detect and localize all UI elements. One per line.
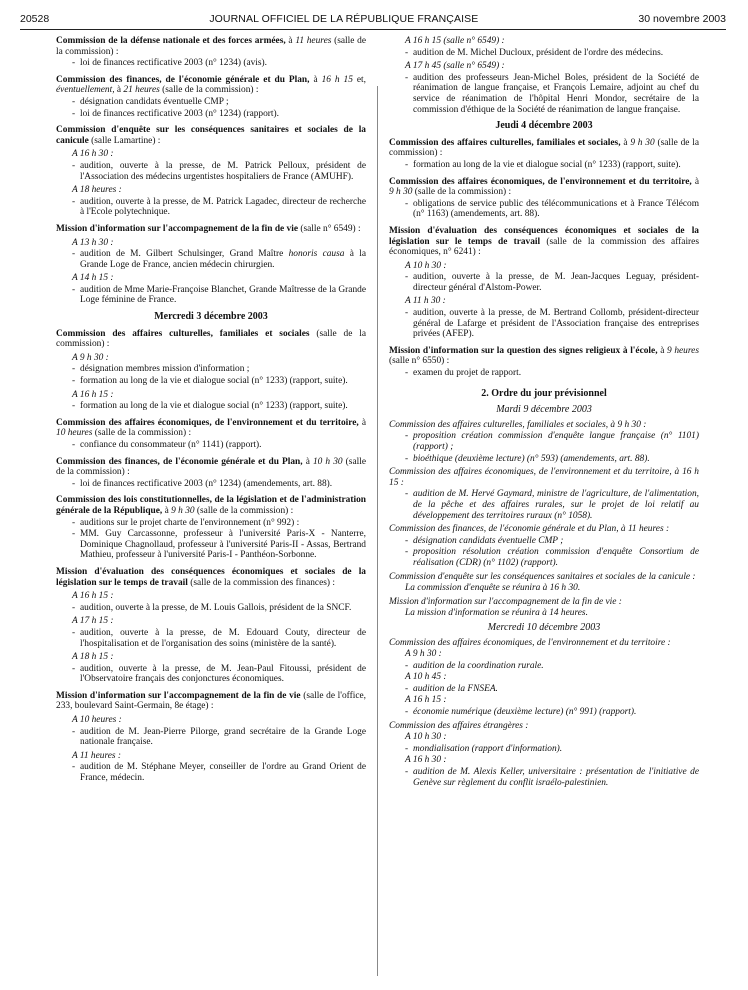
agenda-item: - examen du projet de rapport. — [405, 368, 522, 379]
agenda-item: - audition de M. Jean-Pierre Pilorge, grand secrétaire de la Grande Loge nationale française. — [72, 726, 366, 748]
time-slot: A 10 h 30 : — [405, 260, 447, 271]
agenda-item: - MM. Guy Carcassonne, professeur à l'université Paris-X - Nanterre, Dominique Chagnollaud, professeur à l'université Paris-II - Assas, Bertrand Mathieu, professeur à l'université Paris-I - Panthéon-Sorbonne. — [72, 529, 366, 561]
time-slot: A 14 h 15 : — [72, 273, 114, 284]
day-heading: Mercredi 10 décembre 2003 — [487, 621, 601, 633]
entry-heading: Commission des finances, de l'économie générale et du Plan, à 16 h 15 et, éventuellement, à 21 heures (salle de la commission) : — [56, 74, 366, 96]
agenda-item: - audition de M. Alexis Keller, universitaire : présentation de l'initiative de Genève sur règlement du conflit israélo-palestinien. — [405, 767, 699, 788]
time-slot: A 16 h 15 (salle n° 6549) : — [405, 36, 505, 46]
entry-heading: Commission des affaires culturelles, familiales et sociales (salle de la commission) : — [56, 328, 366, 350]
agenda-item: - audition de la FNSEA. — [405, 683, 498, 694]
agenda-item: - audition, ouverte à la presse, de M. Jean-Paul Fitoussi, président de l'Observatoire français des conjonctures économiques. — [72, 663, 366, 685]
time-slot: A 11 heures : — [72, 750, 122, 761]
time-slot: A 16 h 15 : — [72, 389, 114, 400]
agenda-item: - loi de finances rectificative 2003 (n° 1234) (amendements, art. 88). — [72, 478, 333, 489]
time-slot: A 16 h 30 : — [72, 149, 114, 160]
right-column — [389, 36, 699, 789]
agenda-item: - audition de la coordination rurale. — [405, 660, 544, 671]
agenda-item: - audition, ouverte à la presse, de M. Edouard Couty, directeur de l'hospitalisation et de l'organisation des soins (ministère de la santé). — [72, 627, 366, 649]
journal-title: JOURNAL OFFICIEL DE LA RÉPUBLIQUE FRANÇAISE — [209, 13, 479, 25]
agenda-item: - désignation membres mission d'information ; — [72, 364, 250, 375]
agenda-item: - audition, ouverte à la presse, de M. Patrick Pelloux, président de l'Association des médecins urgentistes hospitaliers de France (AMUHF). — [72, 160, 366, 182]
entry-heading: Commission des affaires économiques, de l'environnement et du territoire, à 10 heures (salle de la commission) : — [56, 417, 366, 439]
issue-date: 30 novembre 2003 — [638, 13, 726, 25]
time-slot: A 9 h 30 : — [72, 352, 109, 363]
agenda-item: - audition de M. Gilbert Schulsinger, Grand Maître honoris causa à la Grande Loge de France, ancien médecin chirurgien. — [72, 249, 366, 270]
agenda-item: - auditions sur le projet charte de l'environnement (n° 992) : — [72, 517, 300, 528]
entry-heading: Commission des finances, de l'économie générale et du Plan, à 10 h 30 (salle de la commission) : — [56, 456, 366, 478]
agenda-item: - loi de finances rectificative 2003 (n° 1234) (avis). — [72, 58, 268, 69]
entry-heading: Mission d'information sur l'accompagnement de la fin de vie (salle n° 6549) : — [56, 223, 361, 234]
entry-heading: Mission d'information sur l'accompagnement de la fin de vie (salle de l'office, 233, boulevard Saint-Germain, 8e étage) : — [56, 690, 367, 712]
day-heading: Mardi 9 décembre 2003 — [496, 404, 592, 416]
agenda-item: - proposition création commission d'enquête langue française (n° 1101) (rapport) ; — [405, 431, 699, 452]
entry-heading: Commission des affaires économiques, de l'environnement et du territoire, à 16 h 15 : — [389, 467, 699, 488]
agenda-item: - audition de M. Stéphane Meyer, conseiller de l'ordre au Grand Orient de France, médecin. — [72, 762, 366, 784]
agenda-item: - formation au long de la vie et dialogue social (n° 1233) (rapport, suite). — [72, 401, 348, 412]
entry-heading: Mission d'évaluation des conséquences économiques et sociales de la législation sur le temps de travail (salle de la commission des finances) : — [56, 566, 366, 588]
entry-heading: Commission de la défense nationale et des forces armées, à 11 heures (salle de la commission) : — [56, 36, 366, 57]
agenda-item: - mondialisation (rapport d'information). — [405, 743, 563, 754]
entry-heading: Commission des finances, de l'économie générale et du Plan, à 11 heures : — [389, 524, 670, 535]
left-column — [56, 36, 366, 785]
time-slot: A 18 heures : — [72, 185, 122, 196]
entry-heading: Mission d'information sur l'accompagnement de la fin de vie : — [389, 596, 622, 607]
agenda-item: - proposition résolution création commission d'enquête Consortium de réalisation (CDR) (n° 1102) (rapport). — [405, 547, 699, 568]
time-slot: A 16 h 15 : — [72, 591, 114, 602]
entry-heading: Commission des affaires économiques, de l'environnement et du territoire, à 9 h 30 (salle de la commission) : — [389, 176, 699, 198]
day-heading: Mercredi 3 décembre 2003 — [154, 311, 268, 323]
page-number: 20528 — [20, 13, 50, 25]
time-slot: A 16 h 30 : — [405, 755, 447, 766]
entry-heading: Commission des affaires étrangères : — [389, 720, 529, 731]
time-slot: A 9 h 30 : — [405, 649, 442, 660]
agenda-item: - formation au long de la vie et dialogue social (n° 1233) (rapport, suite). — [72, 376, 348, 387]
entry-heading: Commission d'enquête sur les conséquences sanitaires et sociales de la canicule : — [389, 571, 696, 582]
agenda-item: - obligations de service public des télécommunications et à France Télécom (n° 1163) (amendements, art. 88). — [405, 198, 699, 220]
entry-heading: Commission des affaires économiques, de l'environnement et du territoire : — [389, 637, 671, 648]
agenda-item: - audition de M. Michel Ducloux, président de l'ordre des médecins. — [405, 47, 664, 58]
entry-heading: Commission des lois constitutionnelles, de la législation et de l'administration générale de la République, à 9 h 30 (salle de la commission) : — [56, 495, 366, 516]
time-slot: A 10 h 45 : — [405, 672, 447, 683]
agenda-item: - audition, ouverte à la presse, de M. Patrick Lagadec, directeur de recherche à l'Ecole polytechnique. — [72, 196, 366, 218]
agenda-item: - audition, ouverte à la presse, de M. Louis Gallois, président de la SNCF. — [72, 602, 352, 613]
entry-heading: Mission d'information sur la question des signes religieux à l'école, à 9 heures (salle n° 6550) : — [389, 345, 699, 367]
agenda-item: - audition de M. Hervé Gaymard, ministre de l'agriculture, de l'alimentation, de la pêche et des affaires rurales, sur le projet de loi relatif au développement des territoires ruraux (n° 1058). — [405, 489, 699, 521]
agenda-item: - désignation candidats éventuelle CMP ; — [405, 535, 564, 546]
agenda-item: - bioéthique (deuxième lecture) (n° 593) (amendements, art. 88). — [405, 453, 650, 464]
agenda-item: - audition de Mme Marie-Françoise Blanchet, Grande Maîtresse de la Grande Loge féminine de France. — [72, 284, 366, 306]
time-slot: A 16 h 15 : — [405, 695, 447, 706]
agenda-note: La mission d'information se réunira à 14 heures. — [405, 608, 588, 619]
header-rule — [20, 29, 726, 30]
agenda-item: - formation au long de la vie et dialogue social (n° 1233) (rapport, suite). — [405, 159, 681, 170]
agenda-item: - confiance du consommateur (n° 1141) (rapport). — [72, 440, 262, 450]
section-heading: 2. Ordre du jour prévisionnel — [481, 387, 607, 399]
entry-heading: Mission d'évaluation des conséquences économiques et sociales de la législation sur le temps de travail (salle de la commission des affaires économiques, n° 6241) : — [389, 225, 699, 258]
page-header — [20, 12, 726, 26]
day-heading: Jeudi 4 décembre 2003 — [495, 120, 593, 132]
column-separator — [377, 86, 378, 976]
agenda-item: - audition, ouverte à la presse, de M. Jean-Jacques Leguay, président-directeur général d'Alstom-Power. — [405, 272, 699, 293]
agenda-item: - désignation candidats éventuelle CMP ; — [72, 96, 229, 107]
agenda-note: La commission d'enquête se réunira à 16 h 30. — [405, 583, 581, 594]
agenda-item: - loi de finances rectificative 2003 (n° 1234) (rapport). — [72, 108, 279, 119]
entry-heading: Commission d'enquête sur les conséquences sanitaires et sociales de la canicule (salle Lamartine) : — [56, 125, 366, 146]
time-slot: A 10 heures : — [72, 715, 122, 726]
time-slot: A 13 h 30 : — [72, 237, 114, 248]
time-slot: A 11 h 30 : — [405, 296, 446, 307]
agenda-item: - économie numérique (deuxième lecture) (n° 991) (rapport). — [405, 707, 637, 718]
agenda-item: - audition, ouverte à la presse, de M. Bertrand Collomb, président-directeur général de Lafarge et président de l'Association française des entreprises privées (AFEP). — [405, 308, 699, 340]
entry-heading: Commission des affaires culturelles, familiales et sociales, à 9 h 30 : — [389, 419, 647, 430]
time-slot: A 18 h 15 : — [72, 652, 114, 663]
entry-heading: Commission des affaires culturelles, familiales et sociales, à 9 h 30 (salle de la commission) : — [389, 137, 699, 159]
time-slot: A 10 h 30 : — [405, 732, 447, 743]
agenda-item: - audition des professeurs Jean-Michel Boles, président de la Société de réanimation de langue française, et François Lemaire, adjoint au chef du service de réanimation de l'hôpital Henri Mondor, secrétaire de la commission d'éthique de la Société de réanimation de langue française. — [405, 72, 699, 115]
time-slot: A 17 h 45 (salle n° 6549) : — [405, 61, 505, 72]
time-slot: A 17 h 15 : — [72, 616, 114, 627]
